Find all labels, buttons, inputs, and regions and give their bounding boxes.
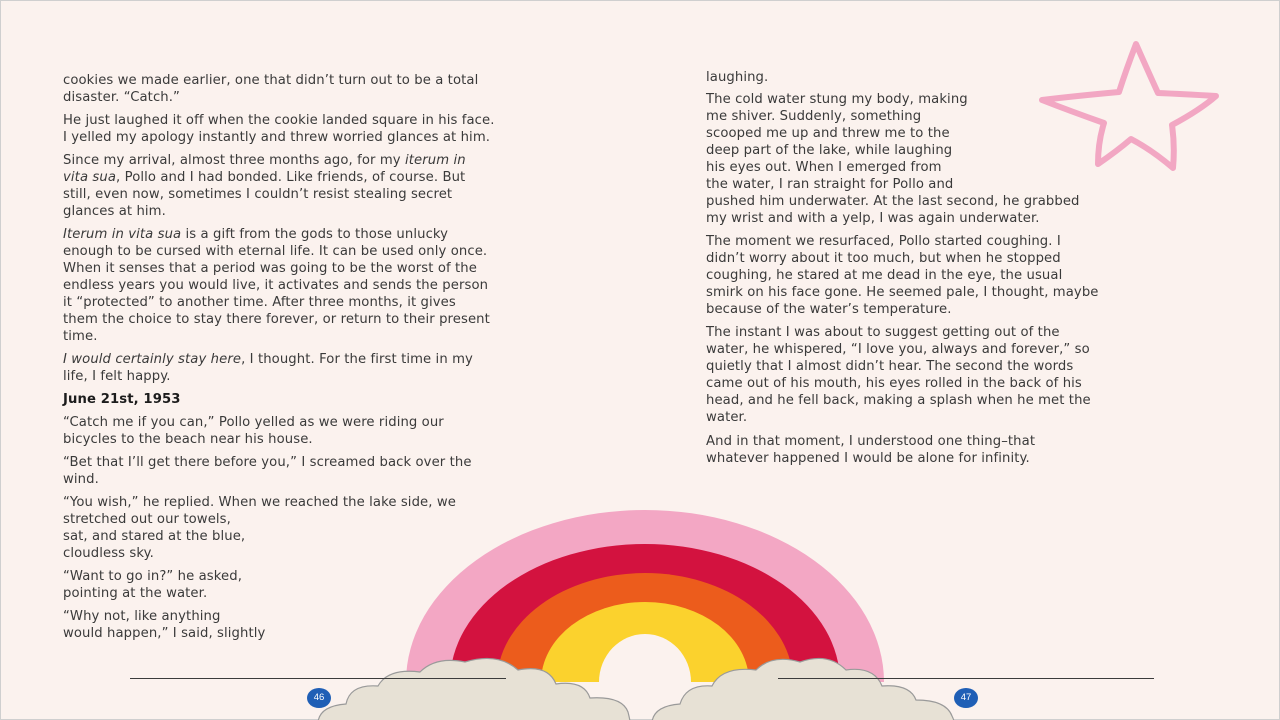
text-line: And in that moment, I understood one thing–that — [706, 434, 1036, 449]
date-heading: June 21st, 1953 — [63, 392, 181, 407]
text-line: his eyes out. When I emerged from — [706, 160, 942, 175]
left-paragraph-8 — [63, 494, 456, 562]
text-line: them the choice to stay there forever, or return to their present — [63, 312, 490, 327]
text-line: “You wish,” he replied. When we reached the lake side, we — [63, 495, 456, 510]
page-number-right: 47 — [954, 688, 978, 708]
text-line: The instant I was about to suggest getting out of the — [706, 325, 1060, 340]
text-line: I yelled my apology instantly and threw worried glances at him. — [63, 130, 491, 145]
text-line: “Bet that I’ll get there before you,” I screamed back over the — [63, 455, 472, 470]
text-line: “Why not, like anything — [63, 609, 221, 624]
text-line: “Want to go in?” he asked, — [63, 569, 242, 584]
text-line: still, even now, sometimes I couldn’t resist stealing secret — [63, 187, 453, 202]
left-paragraph-9 — [63, 568, 242, 602]
right-paragraph-3 — [706, 233, 1099, 318]
text-line: stretched out our towels, — [63, 512, 231, 527]
text-run: Since my arrival, almost three months ago, for my — [63, 153, 405, 168]
text-line: disaster. “Catch.” — [63, 90, 180, 105]
text-line: came out of his mouth, his eyes rolled in the back of his — [706, 376, 1082, 391]
text-run: , Pollo and I had bonded. Like friends, of course. But — [116, 170, 466, 185]
text-line: “Catch me if you can,” Pollo yelled as we were riding our — [63, 415, 444, 430]
text-line: pushed him underwater. At the last second, he grabbed — [706, 194, 1080, 209]
text-line — [63, 226, 490, 243]
text-line: deep part of the lake, while laughing — [706, 143, 953, 158]
text-line: cloudless sky. — [63, 546, 154, 561]
left-page-rule — [130, 678, 506, 679]
text-run: , I thought. For the first time in my — [241, 352, 473, 367]
text-line: didn’t worry about it too much, but when he stopped — [706, 251, 1061, 266]
left-paragraph-5 — [63, 351, 473, 385]
left-paragraph-6 — [63, 414, 444, 448]
text-line: He just laughed it off when the cookie landed square in his face. — [63, 113, 495, 128]
text-line: whatever happened I would be alone for infinity. — [706, 451, 1030, 466]
text-line: laughing. — [706, 70, 769, 85]
text-line — [63, 169, 466, 186]
left-paragraph-3 — [63, 152, 466, 220]
text-line: would happen,” I said, slightly — [63, 626, 266, 641]
right-paragraph-5 — [706, 433, 1035, 467]
text-line: life, I felt happy. — [63, 369, 171, 384]
right-page-rule — [778, 678, 1154, 679]
text-line: the water, I ran straight for Pollo and — [706, 177, 954, 192]
right-paragraph-4 — [706, 324, 1091, 426]
text-line — [63, 351, 473, 368]
left-paragraph-4 — [63, 226, 490, 345]
page-number-left: 46 — [307, 688, 331, 708]
text-run: is a gift from the gods to those unlucky — [181, 227, 449, 242]
italic-term: Iterum in vita sua — [63, 227, 182, 242]
text-line: When it senses that a period was going to be the worst of the — [63, 261, 477, 276]
text-line: wind. — [63, 472, 99, 487]
text-line: endless years you would live, it activates and sends the person — [63, 278, 489, 293]
left-paragraph-10 — [63, 608, 265, 642]
left-paragraph-2 — [63, 112, 495, 146]
text-line: glances at him. — [63, 204, 166, 219]
text-line: time. — [63, 329, 98, 344]
italic-thought: I would certainly stay here — [63, 352, 242, 367]
text-line: it “protected” to another time. After three months, it gives — [63, 295, 456, 310]
text-line: water, he whispered, “I love you, always and forever,” so — [706, 342, 1090, 357]
text-line: because of the water’s temperature. — [706, 302, 952, 317]
text-line: enough to be cursed with eternal life. It can be used only once. — [63, 244, 488, 259]
text-line: quietly that I almost didn’t hear. The second the words — [706, 359, 1074, 374]
text-line: The cold water stung my body, making — [706, 92, 968, 107]
right-paragraph-2 — [706, 91, 1080, 227]
text-line — [63, 152, 466, 169]
text-line: water. — [706, 410, 748, 425]
italic-term: iterum in — [405, 153, 466, 168]
left-paragraph-1 — [63, 72, 478, 106]
rainbow-illustration — [406, 510, 884, 682]
right-paragraph-1 — [706, 69, 768, 86]
text-line: bicycles to the beach near his house. — [63, 432, 313, 447]
text-line: scooped me up and threw me to the — [706, 126, 950, 141]
left-paragraph-7 — [63, 454, 472, 488]
text-line: head, and he fell back, making a splash when he met the — [706, 393, 1091, 408]
text-line: sat, and stared at the blue, — [63, 529, 246, 544]
text-line: smirk on his face gone. He seemed pale, I thought, maybe — [706, 285, 1099, 300]
text-line: pointing at the water. — [63, 586, 208, 601]
text-line: my wrist and with a yelp, I was again underwater. — [706, 211, 1040, 226]
text-line: coughing, he stared at me dead in the eye, the usual — [706, 268, 1063, 283]
italic-term: vita sua — [63, 170, 117, 185]
text-line: me shiver. Suddenly, something — [706, 109, 922, 124]
text-line: The moment we resurfaced, Pollo started coughing. I — [706, 234, 1061, 249]
text-line: cookies we made earlier, one that didn’t turn out to be a total — [63, 73, 479, 88]
